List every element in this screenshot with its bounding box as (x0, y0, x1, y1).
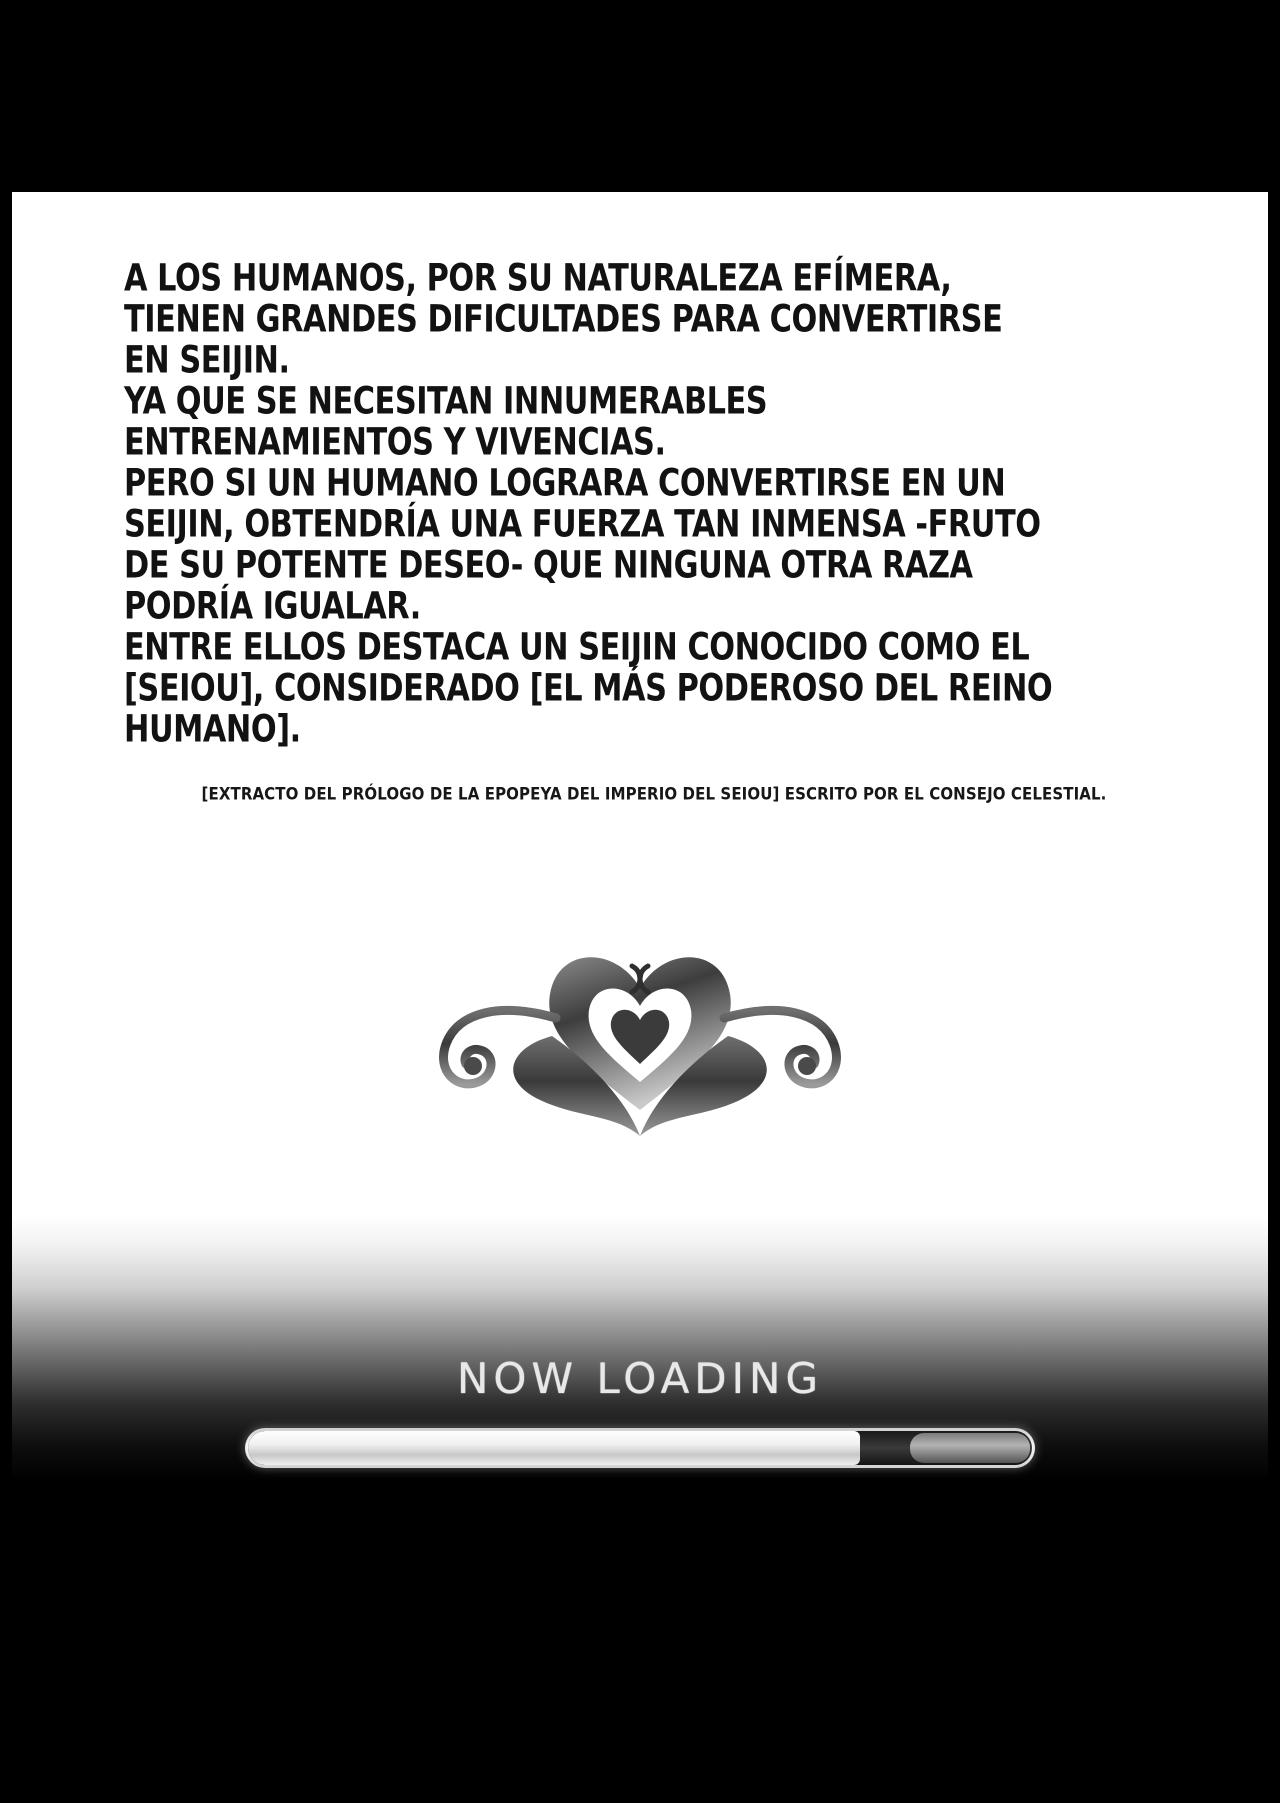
progress-track (248, 1431, 1032, 1465)
narration-line: ENTRE ELLOS DESTACA UN SEIJIN CONOCIDO COMO EL (124, 624, 1030, 669)
narration-attribution: [EXTRACTO DEL PRÓLOGO DE LA EPOPEYA DEL IMPERIO DEL SEIOU] ESCRITO POR EL CONSEJO CELESTIAL. (201, 784, 1107, 805)
narration-line: PODRÍA IGUALAR. (124, 583, 421, 628)
loading-progress-bar (245, 1428, 1035, 1468)
narration-line: [SEIOU], CONSIDERADO [EL MÁS PODEROSO DEL REINO (124, 665, 1053, 710)
narration-line: DE SU POTENTE DESEO- QUE NINGUNA OTRA RAZA (124, 542, 973, 587)
narration-line: YA QUE SE NECESITAN INNUMERABLES (124, 378, 768, 423)
now-loading-label: NOW LOADING (456, 1354, 823, 1403)
narration-line: A LOS HUMANOS, POR SU NATURALEZA EFÍMERA, (124, 255, 952, 300)
comic-panel (12, 192, 1268, 1576)
narration-line: SEIJIN, OBTENDRÍA UNA FUERZA TAN INMENSA -FRUTO (124, 501, 1041, 546)
progress-fill (248, 1431, 860, 1465)
heart-flourish-icon (380, 940, 900, 1140)
narration-line: HUMANO]. (124, 706, 301, 751)
progress-cap (910, 1433, 1030, 1463)
narration-line: TIENEN GRANDES DIFICULTADES PARA CONVERTIRSE (124, 296, 1003, 341)
narration-text-block (124, 254, 1184, 751)
loading-area (12, 1216, 1268, 1576)
narration-line: ENTRENAMIENTOS Y VIVENCIAS. (124, 419, 666, 464)
narration-line: PERO SI UN HUMANO LOGRARA CONVERTIRSE EN UN (124, 460, 1006, 505)
narration-line: EN SEIJIN. (124, 337, 290, 382)
